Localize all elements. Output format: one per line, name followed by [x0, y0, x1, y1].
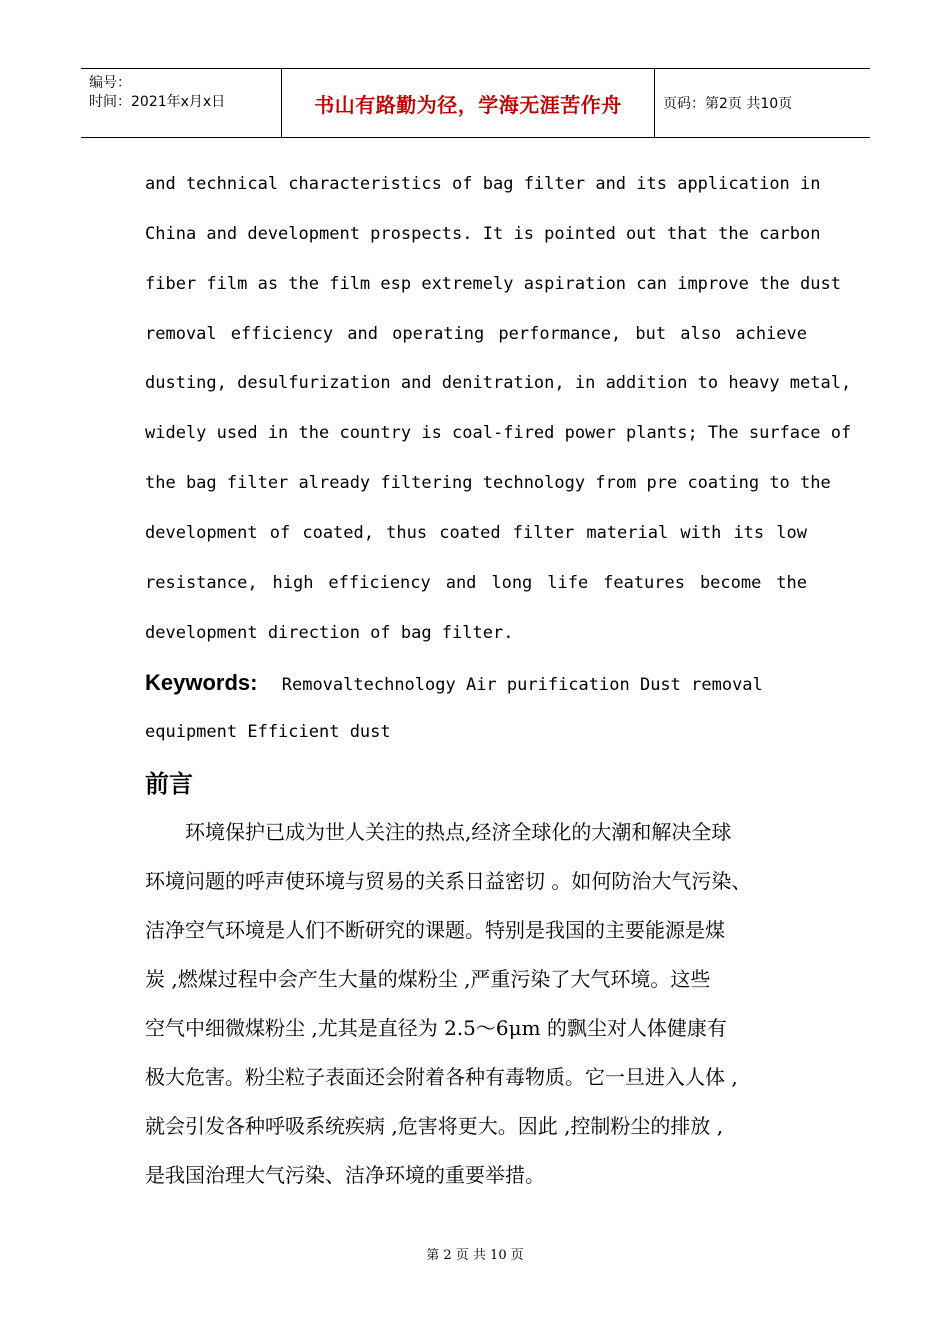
header-motto-cell	[282, 69, 655, 137]
page-header	[81, 68, 870, 138]
header-motto: 书山有路勤为径，学海无涯苦作舟	[314, 92, 622, 117]
preface-line: 洁净空气环境是人们不断研究的课题。特别是我国的主要能源是煤	[145, 918, 725, 942]
abstract-line: fiber film as the film esp extremely aspiration can improve the dust	[145, 274, 841, 294]
preface-heading: 前言	[145, 770, 193, 798]
header-meta-cell	[81, 69, 282, 137]
keywords-text: Removaltechnology Air purification Dust removal	[281, 675, 763, 695]
abstract-line: dusting, desulfurization and denitration, in addition to heavy metal,	[145, 373, 852, 393]
abstract-line: removal efficiency and operating performance, but also achieve	[145, 324, 807, 344]
preface-line: 环境保护已成为世人关注的热点,经济全球化的大潮和解决全球	[145, 820, 732, 844]
abstract-line: resistance, high efficiency and long life features become the	[145, 573, 807, 593]
preface-line: 环境问题的呼声使环境与贸易的关系日益密切 。如何防治大气污染、	[145, 869, 752, 893]
preface-line: 是我国治理大气污染、洁净环境的重要举措。	[145, 1163, 545, 1187]
abstract-line: widely used in the country is coal-fired power plants; The surface of	[145, 423, 852, 443]
keywords-continuation: equipment Efficient dust	[145, 722, 391, 742]
header-page-cell	[655, 69, 870, 137]
header-page-info: 页码：第2页 共10页	[663, 96, 793, 112]
doc-date-label: 时间：2021年x月x日	[89, 94, 226, 110]
abstract-line: development direction of bag filter.	[145, 623, 514, 643]
preface-line: 就会引发各种呼吸系统疾病 ,危害将更大。因此 ,控制粉尘的排放 ,	[145, 1114, 724, 1138]
abstract-line: development of coated, thus coated filter material with its low	[145, 523, 807, 543]
abstract-line: China and development prospects. It is pointed out that the carbon	[145, 224, 821, 244]
abstract-line: the bag filter already filtering technology from pre coating to the	[145, 473, 831, 493]
preface-line: 炭 ,燃煤过程中会产生大量的煤粉尘 ,严重污染了大气环境。这些	[145, 967, 711, 991]
preface-line: 空气中细微煤粉尘 ,尤其是直径为 2.5～6μm 的飘尘对人体健康有	[145, 1016, 727, 1040]
keywords-label: Keywords:	[145, 670, 258, 695]
page-footer: 第 2 页 共 10 页	[426, 1248, 524, 1263]
abstract-line: and technical characteristics of bag filter and its application in	[145, 174, 821, 194]
preface-line: 极大危害。粉尘粒子表面还会附着各种有毒物质。它一旦进入人体 ,	[145, 1065, 738, 1089]
keywords-line	[145, 671, 807, 697]
doc-number-label: 编号：	[89, 75, 131, 91]
